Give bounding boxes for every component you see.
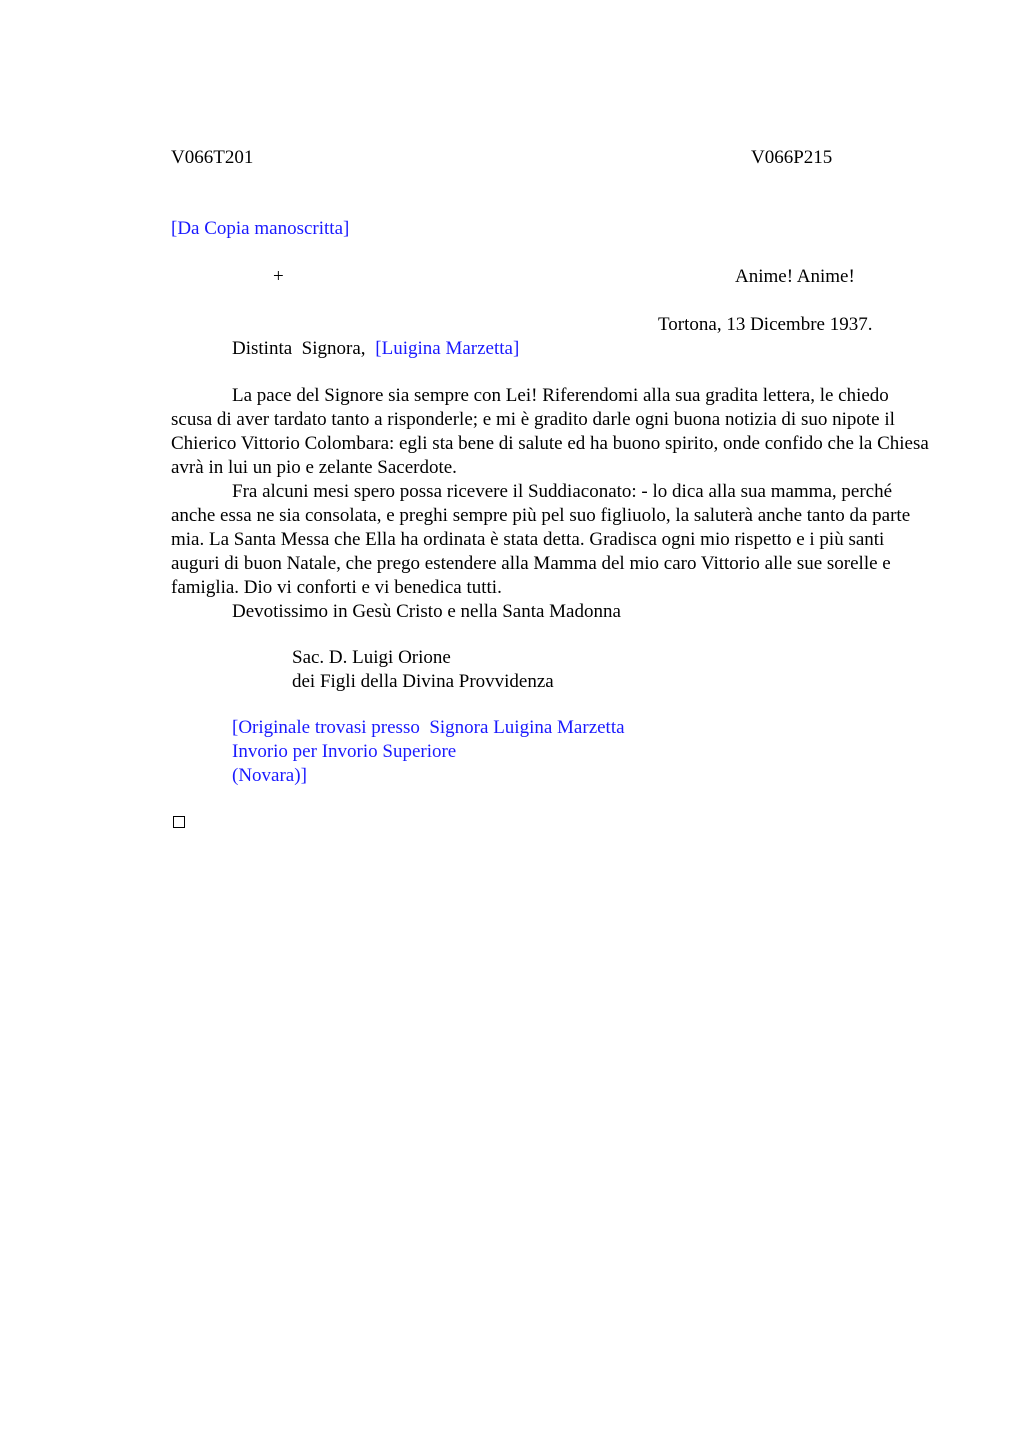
paragraph: Fra alcuni mesi spero possa ricevere il Suddiaconato: - lo dica alla sua mamma, perché anche essa ne sia consolata, e preghi sempre più pel suo figliuolo, la saluterà anche tanto da parte mia. La Santa Messa che Ella ha ordinata è stata detta. Gradisca ogni mio rispetto e i più santi auguri di buon Natale, che prego estendere alla Mamma del mio caro Vittorio alle sue sorelle e famiglia. Dio vi conforti e vi benedica tutti. — [171, 481, 911, 598]
motto: Anime! Anime! — [735, 266, 855, 287]
document-code-right: V066P215 — [751, 147, 833, 168]
closing: Devotissimo in Gesù Cristo e nella Santa Madonna — [232, 601, 621, 622]
original-note-line-2: Invorio per Invorio Superiore — [232, 741, 457, 762]
signature-name: Sac. D. Luigi Orione — [292, 647, 451, 668]
document-code-left: V066T201 — [171, 147, 254, 168]
original-note-line-1: [Originale trovasi presso Signora Luigina Marzetta — [232, 717, 625, 738]
paragraph: La pace del Signore sia sempre con Lei! Riferendomi alla sua gradita lettera, le chiedo scusa di aver tardato tanto a risponderle; e mi è gradito darle ogni buona notizia di suo nipote il Chierico Vittorio Colombara: egli sta bene di salute ed ha buono spirito, onde confido che la Chiesa avrà in lui un pio e zelante Sacerdote. — [171, 385, 929, 478]
salutation — [232, 337, 519, 361]
signature-title: dei Figli della Divina Provvidenza — [292, 671, 554, 692]
source-note: [Da Copia manoscritta] — [171, 218, 350, 239]
checkbox-square-icon — [173, 816, 185, 828]
recipient-name: [Luigina Marzetta] — [375, 338, 520, 359]
date-line: Tortona, 13 Dicembre 1937. — [658, 314, 873, 335]
salutation-text: Distinta Signora, — [232, 338, 366, 359]
cross-symbol: + — [273, 266, 284, 287]
original-note-line-3: (Novara)] — [232, 765, 307, 786]
letter-body — [171, 384, 931, 624]
